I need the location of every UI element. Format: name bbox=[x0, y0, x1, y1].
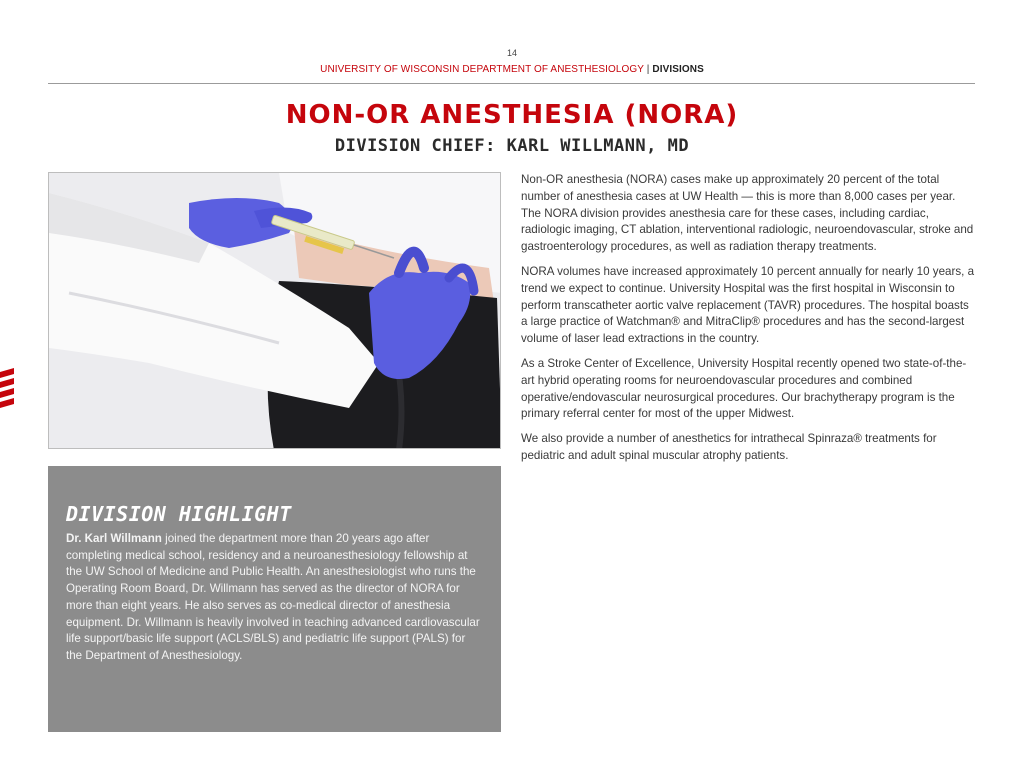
header-divider bbox=[48, 83, 975, 84]
page-title: NON-OR ANESTHESIA (NORA) bbox=[285, 100, 739, 130]
body-paragraph: Non-OR anesthesia (NORA) cases make up approximately 20 percent of the total number of anesthesia cases at UW Health — this is more than 8,000 cases per year. The NORA division provides anesthesia care for these cases, including cardiac, radiologic imaging, CT ablation, interventional radiologic, neuroendovascular, stroke and gastroenterology procedures, as well as radiation therapy treatments. bbox=[521, 173, 974, 254]
division-highlight-text bbox=[66, 531, 483, 665]
page-number: 14 bbox=[506, 48, 517, 58]
uw-logo-mark-icon bbox=[0, 368, 16, 412]
division-highlight-box bbox=[48, 466, 501, 732]
division-highlight-body: joined the department more than 20 years ago after completing medical school, residency and a neuroanesthesiology fellowship at the UW School of Medicine and Public Health. An anesthesiologist who runs the Operating Room Board, Dr. Willmann has served as the director of NORA for more than eight years. He also serves as co-medical director of anesthesia equipment. Dr. Willmann is heavily involved in teaching advanced cardiovascular life support/basic life support (ACLS/BLS) and pediatric life support (PALS) for the Department of Anesthesiology. bbox=[66, 532, 480, 662]
injection-photo bbox=[48, 172, 501, 449]
body-paragraph: As a Stroke Center of Excellence, University Hospital recently opened two state-of-the-art hybrid operating rooms for neuroendovascular procedures and combined operative/endovascular neurosurgical procedures. Our brachytherapy program is the primary referral center for most of the upper Midwest. bbox=[521, 356, 967, 421]
anesthesia-injection-photo-icon bbox=[49, 173, 501, 449]
running-header-separator: | bbox=[646, 64, 650, 75]
running-header bbox=[0, 64, 1024, 75]
page-subtitle: DIVISION CHIEF: KARL WILLMANN, MD bbox=[334, 136, 690, 156]
running-header-section: DIVISIONS bbox=[652, 64, 704, 75]
division-highlight-lead: Dr. Karl Willmann bbox=[66, 532, 162, 545]
running-header-university: UNIVERSITY OF WISCONSIN DEPARTMENT OF ANESTHESIOLOGY bbox=[320, 64, 644, 75]
division-highlight-title: DIVISION HIGHLIGHT bbox=[66, 502, 292, 526]
body-paragraph: NORA volumes have increased approximately 10 percent annually for nearly 10 years, a trend we expect to continue. University Hospital was the first hospital in Wisconsin to perform transcatheter aortic valve replacement (TAVR) procedures. The hospital boasts a large practice of Watchman® and MitraClip® procedures and has the second-largest volume of laser lead extractions in the country. bbox=[521, 264, 975, 346]
body-paragraph: We also provide a number of anesthetics for intrathecal Spinraza® treatments for pediatric and adult spinal muscular atrophy patients. bbox=[521, 432, 937, 462]
body-text-column bbox=[521, 172, 976, 473]
